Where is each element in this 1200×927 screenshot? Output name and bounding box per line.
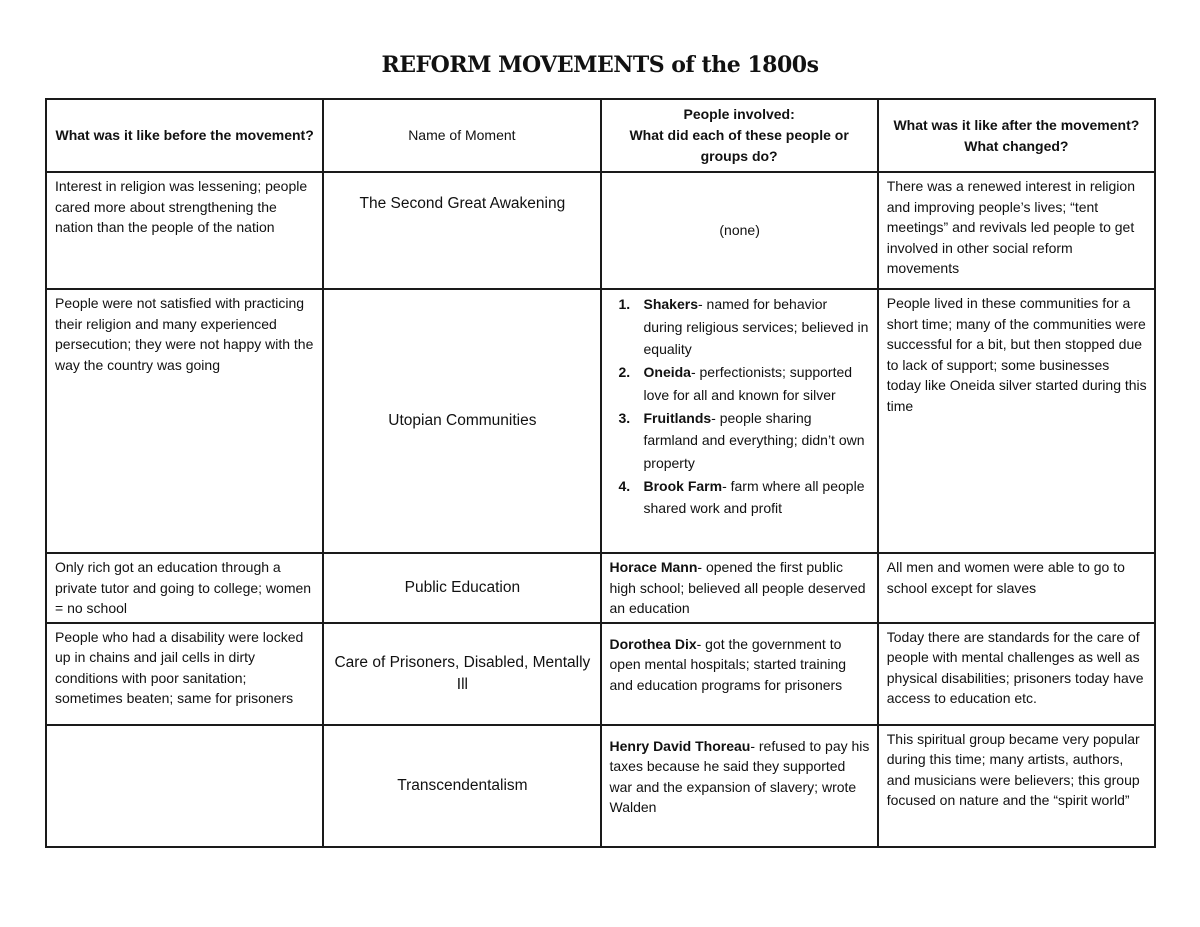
movement-name: The Second Great Awakening — [323, 172, 600, 289]
person-name: Shakers — [643, 296, 698, 312]
header-people-line1: People involved: — [683, 106, 795, 122]
after-cell: People lived in these communities for a short time; many of the communities were successful for a bit, but then stopped due to lack of support; some businesses today like Oneida silver started during this time — [878, 289, 1155, 553]
person-description: - refused to pay his taxes because he said they supported war and the expansion of slavery; wrote Walden — [609, 737, 870, 815]
person-description: - got the government to open mental hospitals; started training and education programs for prisoners — [609, 635, 847, 693]
reform-movements-table — [45, 98, 1156, 848]
people-cell — [601, 623, 878, 725]
person-description: - opened the first public high school; believed all people deserved an education — [609, 559, 866, 616]
people-cell — [601, 553, 878, 623]
person-description: - perfectionists; supported love for all and known for silver — [643, 364, 853, 403]
table-row — [46, 172, 1155, 289]
after-cell: There was a renewed interest in religion and improving people’s lives; “tent meetings” and revivals led people to get involved in other social reform movements — [878, 172, 1155, 289]
person-name: Oneida — [643, 364, 691, 381]
page-title: REFORM MOVEMENTS of the 1800s — [381, 52, 819, 78]
movement-name: Care of Prisoners, Disabled, Mentally Ill — [323, 623, 600, 725]
before-cell: Only rich got an education through a private tutor and going to college; women = no school — [46, 553, 323, 623]
list-item — [610, 293, 870, 361]
person-name: Brook Farm — [643, 477, 723, 494]
after-cell: All men and women were able to go to school except for slaves — [878, 553, 1155, 623]
header-before: What was it like before the movement? — [46, 99, 323, 172]
list-item — [610, 407, 870, 475]
before-cell: People were not satisfied with practicing their religion and many experienced persecution; they were not happy with the way the country was going — [46, 289, 323, 553]
table-row — [46, 553, 1155, 623]
table-header-row — [46, 99, 1155, 172]
header-after: What was it like after the movement? What changed? — [878, 99, 1155, 172]
movement-name: Utopian Communities — [323, 289, 600, 553]
person-description: - farm where all people shared work and profit — [643, 477, 865, 517]
people-cell — [601, 289, 878, 553]
header-people — [601, 99, 878, 172]
person-name: Dorothea Dix — [609, 635, 697, 652]
after-cell: Today there are standards for the care of people with mental challenges as well as physical disabilities; prisoners today have access to education etc. — [878, 623, 1155, 725]
before-cell: Interest in religion was lessening; people cared more about strengthening the nation than the people of the nation — [46, 172, 323, 289]
person-name: Horace Mann — [609, 559, 698, 575]
people-cell: (none) — [601, 172, 878, 289]
list-item — [610, 475, 870, 520]
people-cell — [601, 725, 878, 847]
list-item — [610, 361, 870, 406]
people-list — [610, 293, 870, 520]
list-number: 1. — [618, 296, 631, 312]
table-row — [46, 623, 1155, 725]
header-name: Name of Moment — [323, 99, 600, 172]
before-cell: People who had a disability were locked up in chains and jail cells in dirty conditions with poor sanitation; sometimes beaten; same for prisoners — [46, 623, 323, 725]
table-row — [46, 725, 1155, 847]
list-number: 3. — [618, 409, 631, 426]
movement-name: Public Education — [323, 553, 600, 623]
person-name: Fruitlands — [643, 409, 712, 426]
table-row — [46, 289, 1155, 553]
list-number: 4. — [618, 477, 631, 494]
before-cell — [46, 725, 323, 847]
list-number: 2. — [618, 364, 631, 381]
person-name: Henry David Thoreau — [609, 737, 751, 754]
person-description: - people sharing farmland and everything; didn’t own property — [643, 409, 865, 471]
person-description: - named for behavior during religious services; believed in equality — [643, 296, 869, 358]
after-cell: This spiritual group became very popular during this time; many artists, authors, and musicians were believers; this group focused on nature and the “spirit world” — [878, 725, 1155, 847]
header-people-line2: What did each of these people or groups do? — [629, 127, 849, 164]
movement-name: Transcendentalism — [323, 725, 600, 847]
